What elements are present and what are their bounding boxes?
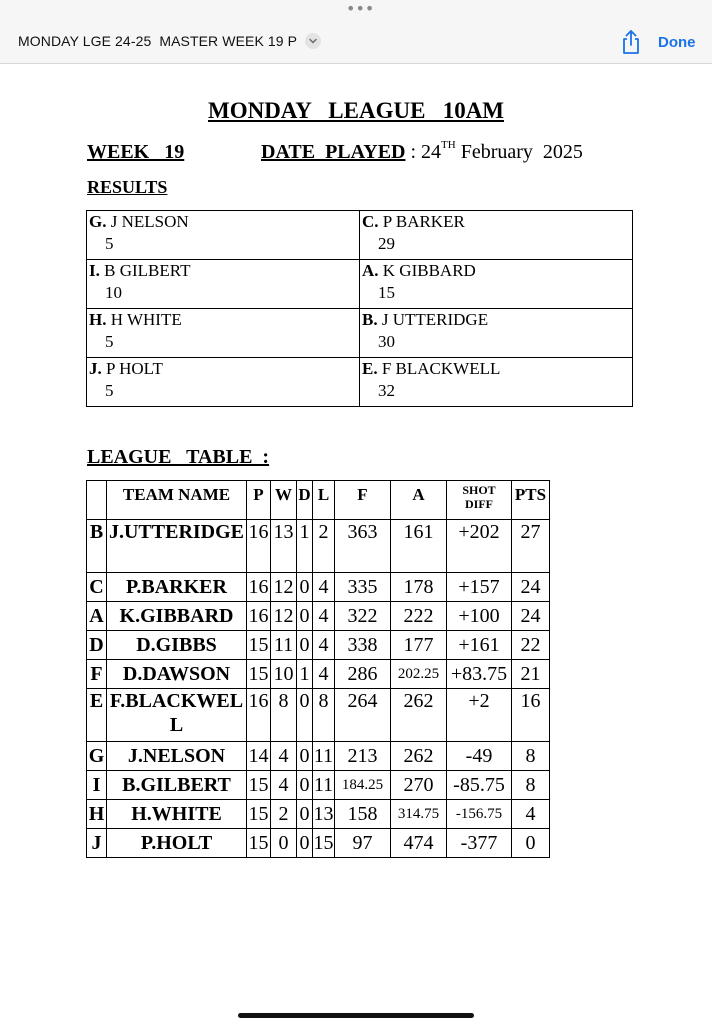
lost-cell: 13	[313, 800, 335, 829]
results-row	[87, 358, 633, 407]
match-score: 10	[105, 283, 122, 302]
shot-diff-cell: -85.75	[447, 771, 512, 800]
for-cell: 264	[335, 689, 391, 742]
shot-diff-cell: -156.75	[447, 800, 512, 829]
drawn-cell: 0	[297, 573, 313, 602]
for-cell: 322	[335, 602, 391, 631]
table-row	[87, 800, 550, 829]
points-cell: 24	[512, 573, 550, 602]
team-name: F.BLACKWELL	[107, 689, 247, 742]
col-played: P	[247, 481, 271, 520]
player-name: B GILBERT	[99, 261, 191, 280]
document-title[interactable]: MONDAY LGE 24-25 MASTER WEEK 19 P	[18, 33, 298, 49]
against-cell: 474	[391, 829, 447, 858]
results-heading: RESULTS	[87, 177, 168, 197]
won-cell: 2	[271, 800, 297, 829]
result-cell-left	[87, 309, 360, 358]
lost-cell: 8	[313, 689, 335, 742]
for-cell: 363	[335, 520, 391, 573]
shot-diff-cell: +2	[447, 689, 512, 742]
team-letter: A	[87, 602, 107, 631]
lost-cell: 4	[313, 631, 335, 660]
date-month-year: February 2025	[455, 141, 583, 163]
against-cell: 161	[391, 520, 447, 573]
table-row	[87, 573, 550, 602]
for-cell: 158	[335, 800, 391, 829]
team-name: J.UTTERIDGE	[107, 520, 247, 573]
lost-cell: 4	[313, 602, 335, 631]
result-cell-left	[87, 260, 360, 309]
won-cell: 10	[271, 660, 297, 689]
drawn-cell: 0	[297, 829, 313, 858]
results-table	[86, 210, 633, 407]
date-day: : 24	[405, 141, 442, 163]
week-text: WEEK 19	[87, 141, 185, 163]
against-cell: 222	[391, 602, 447, 631]
more-dots-icon[interactable]: •••	[346, 0, 375, 18]
team-letter: B	[87, 520, 107, 573]
lost-cell: 2	[313, 520, 335, 573]
team-code: G.	[89, 212, 107, 231]
points-cell: 21	[512, 660, 550, 689]
lost-cell: 4	[313, 660, 335, 689]
against-cell: 270	[391, 771, 447, 800]
won-cell: 0	[271, 829, 297, 858]
points-cell: 0	[512, 829, 550, 858]
won-cell: 11	[271, 631, 297, 660]
lost-cell: 11	[313, 771, 335, 800]
date-suffix-sup: TH	[441, 139, 456, 151]
team-code: I.	[89, 261, 100, 280]
done-button[interactable]: Done	[658, 34, 696, 51]
result-cell-right	[360, 211, 633, 260]
team-code: E.	[362, 359, 378, 378]
col-against: A	[391, 481, 447, 520]
league-table	[86, 480, 550, 858]
for-cell: 184.25	[335, 771, 391, 800]
for-cell: 97	[335, 829, 391, 858]
results-row	[87, 211, 633, 260]
player-name: F BLACKWELL	[377, 359, 501, 378]
date-line	[261, 141, 583, 164]
team-name: H.WHITE	[107, 800, 247, 829]
played-cell: 16	[247, 573, 271, 602]
for-cell: 286	[335, 660, 391, 689]
drawn-cell: 0	[297, 771, 313, 800]
team-code: A.	[362, 261, 379, 280]
played-cell: 15	[247, 800, 271, 829]
col-points: PTS	[512, 481, 550, 520]
team-letter: J	[87, 829, 107, 858]
match-score: 5	[105, 234, 114, 253]
points-cell: 24	[512, 602, 550, 631]
team-letter: F	[87, 660, 107, 689]
played-cell: 16	[247, 520, 271, 573]
result-cell-left	[87, 211, 360, 260]
for-cell: 338	[335, 631, 391, 660]
table-row	[87, 771, 550, 800]
team-name: B.GILBERT	[107, 771, 247, 800]
shot-diff-cell: -377	[447, 829, 512, 858]
col-drawn: D	[297, 481, 313, 520]
league-table-heading: LEAGUE TABLE :	[87, 446, 270, 468]
team-code: C.	[362, 212, 379, 231]
points-cell: 27	[512, 520, 550, 573]
player-name: J NELSON	[106, 212, 189, 231]
drawn-cell: 0	[297, 631, 313, 660]
drawn-cell: 0	[297, 689, 313, 742]
result-cell-right	[360, 309, 633, 358]
share-icon[interactable]	[620, 29, 642, 55]
team-letter: I	[87, 771, 107, 800]
results-row	[87, 260, 633, 309]
played-cell: 14	[247, 742, 271, 771]
won-cell: 8	[271, 689, 297, 742]
points-cell: 16	[512, 689, 550, 742]
team-name: P.HOLT	[107, 829, 247, 858]
team-letter: E	[87, 689, 107, 742]
match-score: 29	[378, 234, 395, 253]
team-letter: G	[87, 742, 107, 771]
points-cell: 4	[512, 800, 550, 829]
against-cell: 262	[391, 742, 447, 771]
drawn-cell: 0	[297, 742, 313, 771]
shot-diff-cell: +100	[447, 602, 512, 631]
for-cell: 213	[335, 742, 391, 771]
week-label	[87, 141, 184, 164]
player-name: P BARKER	[378, 212, 465, 231]
shot-diff-cell: -49	[447, 742, 512, 771]
col-team: TEAM NAME	[107, 481, 247, 520]
player-name: J UTTERIDGE	[377, 310, 489, 329]
won-cell: 12	[271, 573, 297, 602]
match-score: 5	[105, 332, 114, 351]
won-cell: 13	[271, 520, 297, 573]
points-cell: 8	[512, 771, 550, 800]
drawn-cell: 1	[297, 520, 313, 573]
lost-cell: 11	[313, 742, 335, 771]
table-row	[87, 520, 550, 573]
points-cell: 22	[512, 631, 550, 660]
played-cell: 15	[247, 631, 271, 660]
table-row	[87, 689, 550, 742]
player-name: K GIBBARD	[378, 261, 476, 280]
home-indicator[interactable]	[238, 1013, 474, 1018]
against-cell: 202.25	[391, 660, 447, 689]
lost-cell: 15	[313, 829, 335, 858]
player-name: H WHITE	[106, 310, 182, 329]
match-score: 30	[378, 332, 395, 351]
match-score: 15	[378, 283, 395, 302]
result-cell-left	[87, 358, 360, 407]
against-cell: 178	[391, 573, 447, 602]
shot-diff-cell: +161	[447, 631, 512, 660]
team-name: D.GIBBS	[107, 631, 247, 660]
table-row	[87, 602, 550, 631]
shot-diff-cell: +202	[447, 520, 512, 573]
points-cell: 8	[512, 742, 550, 771]
player-name: P HOLT	[101, 359, 163, 378]
chevron-down-icon[interactable]	[305, 33, 321, 49]
table-row	[87, 660, 550, 689]
team-name: D.DAWSON	[107, 660, 247, 689]
won-cell: 4	[271, 742, 297, 771]
shot-diff-cell: +157	[447, 573, 512, 602]
against-cell: 314.75	[391, 800, 447, 829]
team-code: J.	[89, 359, 102, 378]
page-title: MONDAY LEAGUE 10AM	[207, 98, 505, 123]
col-for: F	[335, 481, 391, 520]
played-cell: 15	[247, 771, 271, 800]
table-row	[87, 631, 550, 660]
results-row	[87, 309, 633, 358]
lost-cell: 4	[313, 573, 335, 602]
league-header-row	[87, 481, 550, 520]
team-name: J.NELSON	[107, 742, 247, 771]
drawn-cell: 1	[297, 660, 313, 689]
played-cell: 15	[247, 829, 271, 858]
against-cell: 177	[391, 631, 447, 660]
won-cell: 12	[271, 602, 297, 631]
result-cell-right	[360, 358, 633, 407]
team-code: H.	[89, 310, 107, 329]
table-row	[87, 742, 550, 771]
drawn-cell: 0	[297, 602, 313, 631]
against-cell: 262	[391, 689, 447, 742]
team-letter: H	[87, 800, 107, 829]
col-shot-diff: SHOT DIFF	[447, 481, 512, 520]
won-cell: 4	[271, 771, 297, 800]
document-header-bar	[0, 0, 712, 64]
team-letter: D	[87, 631, 107, 660]
shot-diff-cell: +83.75	[447, 660, 512, 689]
team-code: B.	[362, 310, 378, 329]
team-letter: C	[87, 573, 107, 602]
col-lost: L	[313, 481, 335, 520]
played-cell: 16	[247, 689, 271, 742]
played-cell: 16	[247, 602, 271, 631]
for-cell: 335	[335, 573, 391, 602]
played-cell: 15	[247, 660, 271, 689]
document-title-menu[interactable]	[18, 33, 321, 49]
col-won: W	[271, 481, 297, 520]
result-cell-right	[360, 260, 633, 309]
table-row	[87, 829, 550, 858]
col-letter	[87, 481, 107, 520]
drawn-cell: 0	[297, 800, 313, 829]
team-name: P.BARKER	[107, 573, 247, 602]
match-score: 5	[105, 381, 114, 400]
team-name: K.GIBBARD	[107, 602, 247, 631]
date-played-label: DATE PLAYED	[261, 141, 406, 163]
match-score: 32	[378, 381, 395, 400]
